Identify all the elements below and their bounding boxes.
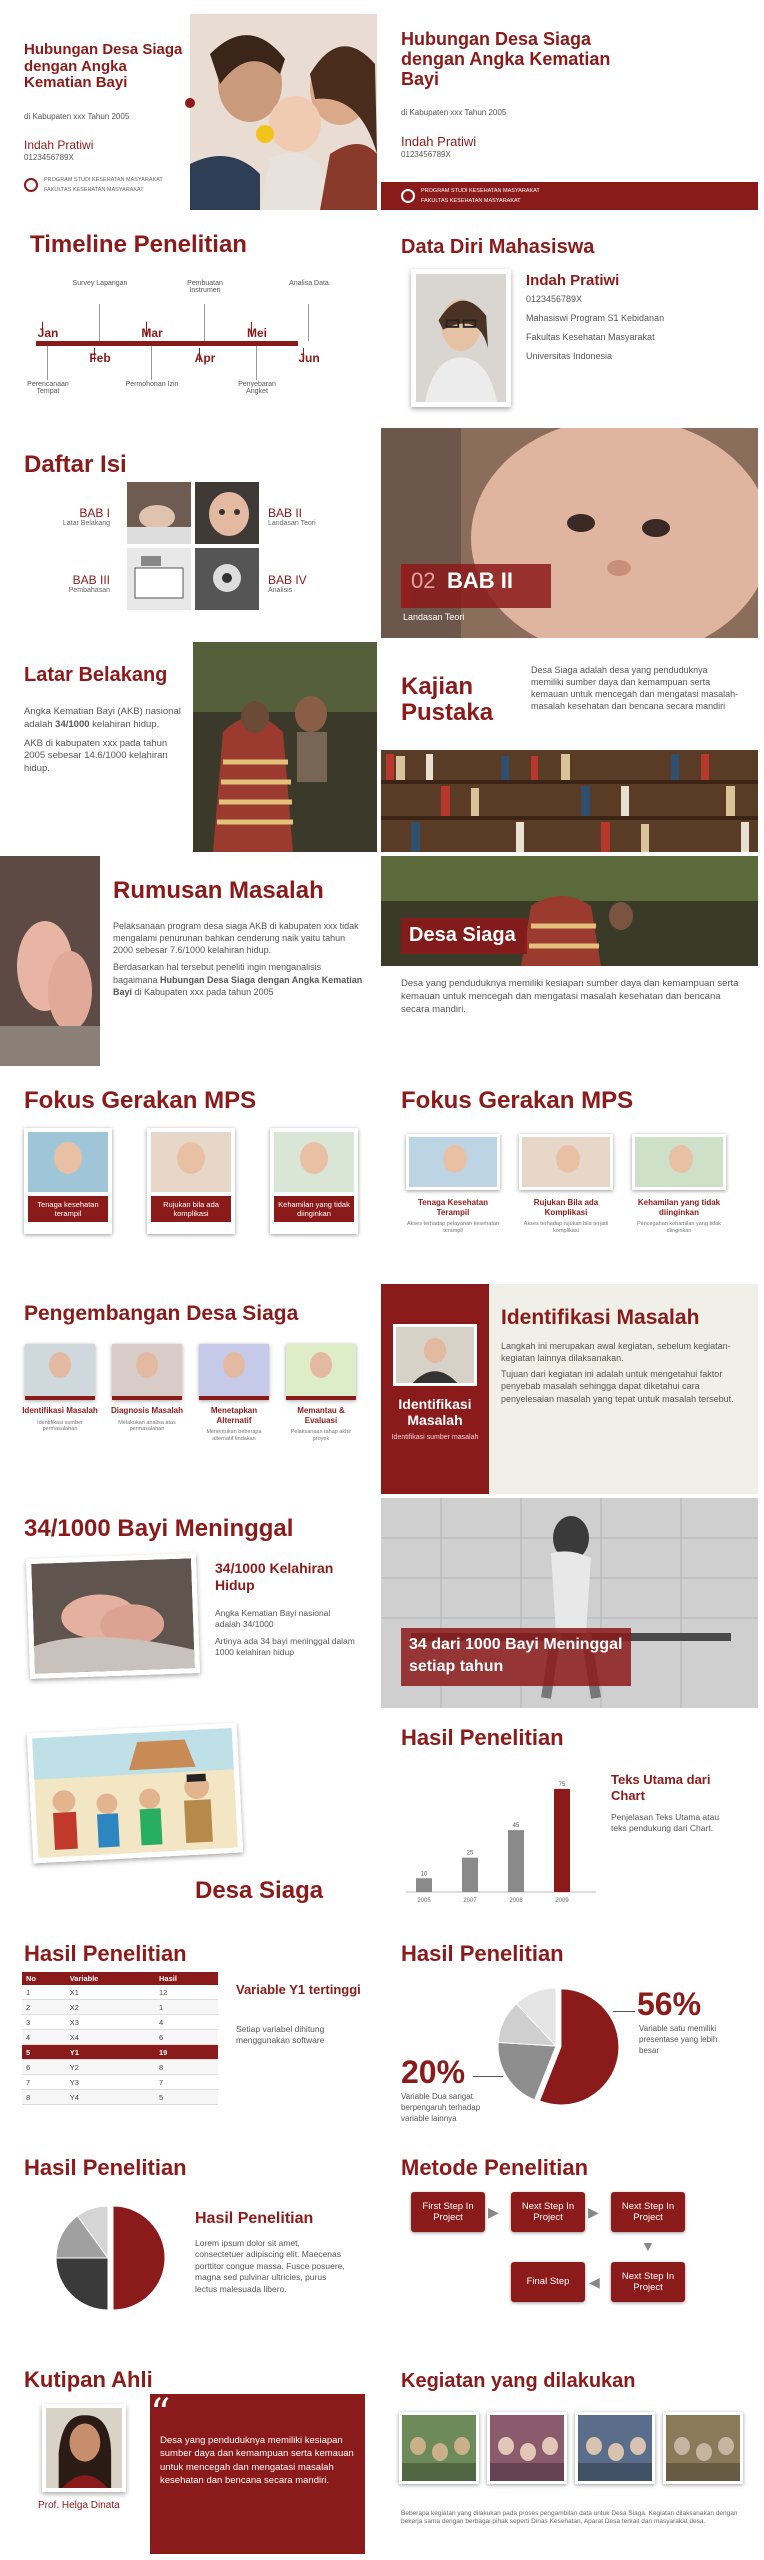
slide-title-2[interactable]	[381, 0, 758, 210]
results-table	[22, 1972, 218, 2105]
category-label: 2005	[417, 1898, 431, 1904]
bar-value-label: 25	[466, 1850, 474, 1857]
title: Identifikasi Masalah	[501, 1306, 700, 1329]
title: Pengembangan Desa Siaga	[24, 1302, 299, 1325]
arrow-icon: ▶	[588, 2204, 599, 2220]
step-label: First Step In Project	[422, 2200, 474, 2223]
faculty-name: FAKULTAS KESEHATAN MASYARAKAT	[44, 187, 144, 193]
milestone-below: Permohonan Izin	[125, 381, 179, 388]
toc-bab: BAB I	[79, 506, 110, 520]
development-card[interactable]	[22, 1344, 98, 1433]
slide-profile[interactable]	[381, 214, 758, 424]
slide-rumusan-masalah[interactable]	[0, 856, 377, 1066]
toc-sub: Landasan Teori	[268, 520, 316, 527]
student-name: Indah Pratiwi	[401, 134, 477, 149]
card-photo	[632, 1134, 726, 1190]
faculty-name: FAKULTAS KESEHATAN MASYARAKAT	[421, 198, 521, 204]
student-name: Indah Pratiwi	[24, 138, 94, 152]
slide-desa-siaga[interactable]	[381, 856, 758, 1066]
card-photo	[25, 1344, 95, 1400]
card-title: Menetapkan Alternatif	[210, 1406, 258, 1425]
card-label: Tenaga kesehatan terampil	[28, 1196, 108, 1222]
toc-photo-3	[127, 548, 191, 610]
person-shape	[556, 1145, 580, 1173]
card-label: Rujukan bila ada komplikasi	[151, 1196, 231, 1222]
title: Daftar Isi	[24, 451, 127, 478]
bar	[462, 1858, 478, 1892]
bab-title: BAB II	[447, 568, 513, 593]
subtitle: di Kabupaten xxx Tahun 2005	[24, 112, 130, 121]
mps-card[interactable]	[147, 1128, 235, 1234]
table-cell: Y1	[66, 2045, 155, 2060]
connector	[151, 346, 152, 380]
development-card[interactable]	[196, 1344, 272, 1442]
title: Hasil Penelitian	[24, 1941, 187, 1966]
table-header-cell: No	[22, 1972, 66, 1985]
profile-line: Universitas Indonesia	[526, 351, 613, 361]
mps-card[interactable]	[629, 1134, 729, 1234]
expert-name: Prof. Helga Dinata	[38, 2500, 120, 2511]
table-cell: 3	[22, 2015, 66, 2030]
toc-bab: BAB III	[72, 573, 110, 587]
activity-photo	[487, 2412, 567, 2484]
identification-photo	[393, 1324, 477, 1386]
person-shape	[136, 1352, 158, 1378]
activity-desc: Beberapa kegiatan yang dilakukan pada proses pengambilan data untuk Desa Siaga. Kegiatan dilaksanakan dengan bekerja sama dengan berbagai pihak seperti Dinas Kesehatan, Aparat Desa terkait dan masyarakat desa.	[401, 2510, 738, 2526]
activity-photo	[575, 2412, 655, 2484]
title: Hubungan Desa Siaga dengan Angka Kematian Bayi	[24, 41, 183, 91]
mps-card[interactable]	[270, 1128, 358, 1234]
accent-dot	[185, 98, 195, 108]
title: Rumusan Masalah	[113, 877, 324, 904]
title: Kegiatan yang dilakukan	[401, 2370, 636, 2392]
card-photo	[28, 1132, 108, 1192]
identification-text: Langkah ini merupakan awal kegiatan, sebelum kegiatan-kegiatan lainnya dilaksanakan. Tujuan dari kegiatan ini adalah untuk mengetahui faktor penyebab masalah sehingga dapat diketahui cara penyelesaian masalah yang tepat untuk masalah tersebut.	[501, 1341, 734, 1404]
mother-child-photo	[193, 642, 377, 852]
card-desc: Pelaksanaan tahap akhir proyek	[290, 1429, 352, 1442]
toc-bab: BAB II	[268, 506, 303, 520]
baby-feet-photo	[0, 856, 100, 1066]
title: Hasil Penelitian	[401, 1941, 564, 1966]
title: Hasil Penelitian	[24, 2155, 187, 2180]
literature-text: Desa Siaga adalah desa yang penduduknya memiliki sumber daya dan kemampuan serta kemauan untuk mencegah dan mengatasi masalah-masalah kesehatan dan bencana secara mandiri	[531, 665, 739, 712]
person-shape	[454, 2437, 470, 2455]
table-cell: 7	[22, 2075, 66, 2090]
table-cell: 6	[22, 2060, 66, 2075]
person-shape	[310, 1352, 332, 1378]
ground-shape	[402, 2463, 479, 2481]
milestone-above: Analisa Data	[289, 280, 329, 287]
family-photo	[190, 14, 377, 210]
profile-details	[526, 294, 664, 370]
bab-number: 02	[411, 568, 436, 593]
pointer-line-1	[613, 2011, 635, 2012]
step-label: Next Step In Project	[621, 2200, 675, 2223]
person-shape	[443, 1145, 467, 1173]
slide-hasil-pie-2[interactable]	[0, 2140, 377, 2350]
card-photo	[151, 1132, 231, 1192]
month-label: Jan	[37, 326, 59, 340]
toc-item[interactable]	[268, 506, 348, 527]
connector	[256, 346, 257, 380]
bab-subtitle: Landasan Teori	[403, 612, 465, 622]
stat-2-desc: Variable Dua sangat berpengaruh terhadap variable lainnya	[401, 2092, 481, 2123]
table-row	[22, 2030, 218, 2045]
subtitle: di Kabupaten xxx Tahun 2005	[401, 108, 507, 117]
ground-shape	[666, 2463, 743, 2481]
slide-hasil-bar[interactable]	[381, 1712, 758, 1922]
card-photo	[112, 1344, 182, 1400]
title: Latar Belakang	[24, 664, 168, 686]
table-cell: X4	[66, 2030, 155, 2045]
quote-text: Desa yang penduduknya memiliki kesiapan sumber daya dan kemampuan serta kemauan untuk mencegah dan mengatasi masalah kesehatan dan bencana secara mandiri.	[160, 2435, 354, 2486]
step-label: Next Step In Project	[621, 2270, 675, 2293]
box-title: Identifikasi Masalah	[398, 1396, 472, 1429]
pie-slice	[56, 2258, 108, 2310]
program-name: PROGRAM STUDI KESEHATAN MASYARAKAT	[44, 177, 163, 183]
profile-line: Mahasiswi Program S1 Kebidanan	[526, 313, 665, 323]
side-panel	[381, 1284, 489, 1494]
card-desc: Identifikasi sumber permasalahan	[37, 1419, 83, 1433]
category-label: 2007	[463, 1898, 477, 1904]
title: 34/1000 Bayi Meninggal	[24, 1515, 294, 1542]
milestone-above: Survey Lapangan	[72, 280, 128, 287]
connector	[99, 304, 100, 341]
toc-photo-2	[195, 482, 259, 544]
title: Timeline Penelitian	[30, 231, 247, 258]
card-desc: Akses terhadap pelayanan kesehatan terampil	[406, 1221, 500, 1234]
table-row	[22, 2015, 218, 2030]
person-shape	[630, 2437, 646, 2455]
table-row	[22, 2045, 218, 2060]
table-row	[22, 1985, 218, 2000]
chart-heading: Teks Utama dari Chart	[611, 1772, 711, 1803]
slide-metode[interactable]	[381, 2140, 758, 2350]
table-cell: Y4	[66, 2090, 155, 2105]
toc-sub: Pembahasan	[68, 587, 110, 594]
slide-bayi-meninggal[interactable]	[0, 1498, 377, 1708]
table-cell: 2	[22, 2000, 66, 2015]
student-nim: 0123456789X	[401, 150, 451, 159]
slide-toc[interactable]	[0, 428, 377, 638]
card-photo	[274, 1132, 354, 1192]
title: Metode Penelitian	[401, 2155, 589, 2180]
development-card[interactable]	[109, 1344, 185, 1433]
slide-timeline[interactable]	[0, 214, 377, 424]
toc-sub: Analisis	[268, 587, 293, 594]
title: Fokus Gerakan MPS	[401, 1087, 634, 1114]
card-title: Diagnosis Masalah	[110, 1406, 184, 1415]
slide-fokus-mps-2[interactable]	[381, 1070, 758, 1280]
profile-line: Fakultas Kesehatan Masyarakat	[526, 332, 655, 342]
month-label: Mei	[246, 326, 267, 340]
category-label: 2008	[509, 1898, 523, 1904]
person-shape	[586, 2437, 602, 2455]
village-illustration	[27, 1723, 244, 1864]
table-cell: 4	[22, 2030, 66, 2045]
footer-bar	[381, 182, 758, 210]
bar-chart	[396, 1762, 606, 1912]
table-heading: Variable Y1 tertinggi	[236, 1982, 361, 1997]
table-cell: 5	[155, 2090, 218, 2105]
slide-sad-woman[interactable]	[381, 1498, 758, 1708]
chart-desc: Penjelasan Teks Utama atau teks pendukung dari Chart.	[611, 1812, 720, 1834]
person-shape	[669, 1145, 693, 1173]
ground-shape	[490, 2463, 567, 2481]
pie-chart	[491, 1981, 621, 2111]
table-cell: 5	[22, 2045, 66, 2060]
milestone-below: Penyebaran Angket	[238, 381, 276, 395]
stat-1-value: 56%	[637, 1986, 702, 2022]
card-photo	[406, 1134, 500, 1190]
table-cell: X2	[66, 2000, 155, 2015]
person-shape	[54, 1142, 82, 1174]
table-cell: 1	[155, 2000, 218, 2015]
toc-photo-4	[195, 548, 259, 610]
title: Kajian Pustaka	[401, 673, 494, 727]
person-shape	[520, 2443, 536, 2461]
title: Desa Siaga	[195, 1877, 324, 1904]
card-photo	[519, 1134, 613, 1190]
table-header-cell: Hasil	[155, 1972, 218, 1985]
mps-card[interactable]	[516, 1134, 616, 1234]
person-shape	[300, 1142, 328, 1174]
bar-value-label: 45	[512, 1823, 520, 1830]
card-desc: Akses terhadap rujukan bila terjadi komplikasi	[523, 1221, 609, 1234]
bar-value-label: 10	[420, 1871, 428, 1878]
person-shape	[223, 1352, 245, 1378]
table-cell: 8	[22, 2090, 66, 2105]
bookshelf-photo	[381, 750, 758, 852]
table-row	[22, 2090, 218, 2105]
student-name: Indah Pratiwi	[526, 272, 620, 289]
stat-text-2: Artinya ada 34 bayi meninggal dalam 1000 kelahiran hidup	[215, 1636, 355, 1658]
background-text: Angka Kematian Bayi (AKB) nasional adalah 34/1000 kelahiran hidup. AKB di kabupaten xxx pada tahun 2005 sebesar 14.6/1000 kelahiran hidup.	[24, 706, 181, 775]
mps-card[interactable]	[24, 1128, 112, 1234]
step-box[interactable]	[611, 2262, 685, 2302]
bar	[416, 1878, 432, 1892]
ground-shape	[578, 2463, 655, 2481]
person-shape	[49, 1352, 71, 1378]
card-photo	[286, 1344, 356, 1400]
pie-slice	[113, 2206, 165, 2310]
mps-card[interactable]	[403, 1134, 503, 1234]
bar-value-label: 75	[558, 1781, 566, 1788]
person-shape	[696, 2443, 712, 2461]
quote-mark-icon: “	[150, 2391, 171, 2437]
title: Data Diri Mahasiswa	[401, 236, 595, 258]
card-desc: Melakukan analisa atas permasalahan	[118, 1419, 176, 1433]
program-name: PROGRAM STUDI KESEHATAN MASYARAKAT	[421, 188, 540, 194]
student-photo	[411, 269, 511, 407]
table-row	[22, 2060, 218, 2075]
problem-text: Pelaksanaan program desa siaga AKB di kabupaten xxx tidak mengalami penurunan bahkan cenderung naik yaitu tahun 2000 sebesar 7.6/1000 kelahiran hidup. Berdasarkan hal tersebut peneliti ingin menganalisis bagaimana Hubungan Desa Siaga dengan Angka Kematian Bayi di Kabupaten xxx pada tahun 2005	[113, 921, 363, 997]
connector	[47, 346, 48, 380]
card-title: Identifikasi Masalah	[22, 1406, 98, 1415]
step-label: Next Step In Project	[521, 2200, 575, 2223]
step-label: Final Step	[526, 2276, 570, 2288]
month-label: Apr	[194, 351, 216, 365]
slide-desa-siaga-illustration[interactable]	[0, 1712, 377, 1922]
step-box[interactable]	[511, 2262, 585, 2302]
card-title: Tenaga Kesehatan Terampil	[417, 1198, 489, 1217]
pie-chart	[50, 2200, 166, 2316]
toc-bab: BAB IV	[268, 573, 307, 587]
slide-pengembangan[interactable]	[0, 1284, 377, 1494]
table-cell: Y2	[66, 2060, 155, 2075]
stat-2-value: 20%	[401, 2054, 466, 2090]
slide-kegiatan[interactable]	[381, 2354, 758, 2560]
title: Fokus Gerakan MPS	[24, 1087, 257, 1114]
university-logo-icon	[24, 178, 38, 192]
person-shape	[674, 2437, 690, 2455]
table-cell: X1	[66, 1985, 155, 2000]
box-desc: Identifikasi sumber masalah	[391, 1434, 479, 1441]
title: Hubungan Desa Siaga dengan Angka Kematian Bayi	[401, 29, 611, 89]
slide-kajian-pustaka[interactable]	[381, 642, 758, 852]
toc-photo-1	[127, 482, 191, 544]
pointer-line-2	[473, 2076, 503, 2077]
step-box[interactable]	[511, 2192, 585, 2232]
table-cell: 1	[22, 1985, 66, 2000]
activity-photo	[399, 2412, 479, 2484]
table-cell: 7	[155, 2075, 218, 2090]
big-stat: 34/1000 Kelahiran Hidup	[215, 1560, 334, 1593]
slide-hasil-table[interactable]	[0, 1926, 377, 2136]
person-shape	[432, 2443, 448, 2461]
university-logo-icon	[401, 189, 415, 203]
person-shape	[177, 1142, 205, 1174]
stat-text-1: Angka Kematian Bayi nasional adalah 34/1000	[215, 1608, 331, 1630]
activity-photo	[663, 2412, 743, 2484]
slide-latar-belakang[interactable]	[0, 642, 377, 852]
card-title: Rujukan Bila ada Komplikasi	[533, 1198, 599, 1217]
slide-bab2[interactable]	[381, 428, 758, 638]
card-desc: Menentukan beberapa alternatif tindakan	[206, 1429, 262, 1442]
table-header-cell: Variable	[66, 1972, 155, 1985]
table-row	[22, 2000, 218, 2015]
title: Kutipan Ahli	[24, 2367, 153, 2392]
arrow-icon: ▼	[641, 2238, 655, 2254]
timeline-line	[36, 341, 298, 346]
table-header-row	[22, 1972, 218, 1985]
card-title: Kehamilan yang tidak diinginkan	[637, 1198, 721, 1217]
step-box[interactable]	[611, 2192, 685, 2232]
expert-photo	[42, 2404, 126, 2492]
card-label: Kehamilan yang tidak diinginkan	[274, 1196, 354, 1222]
slide-title-1[interactable]	[0, 0, 377, 210]
arrow-icon: ◀	[589, 2274, 600, 2290]
caption-text: 34 dari 1000 Bayi Meninggal setiap tahun	[409, 1636, 623, 1675]
table-cell: 4	[155, 2015, 218, 2030]
person-shape	[718, 2437, 734, 2455]
table-cell: 8	[155, 2060, 218, 2075]
connector	[204, 304, 205, 341]
person-shape	[498, 2437, 514, 2455]
title: Desa Siaga	[409, 924, 516, 946]
student-nim: 0123456789X	[24, 153, 74, 162]
month-label: Mar	[141, 326, 163, 340]
table-cell: X3	[66, 2015, 155, 2030]
toc-item[interactable]	[268, 573, 348, 594]
month-label: Feb	[89, 351, 111, 365]
milestone-below: Perencanaan Tempat	[27, 381, 69, 395]
slide-hasil-pie[interactable]	[381, 1926, 758, 2136]
toc-item[interactable]	[40, 506, 110, 527]
table-cell: Y3	[66, 2075, 155, 2090]
baby-feet-photo	[26, 1553, 200, 1679]
bar	[508, 1830, 524, 1892]
definition-text: Desa yang penduduknya memiliki kesiapan sumber daya dan kemampuan serta kemauan untuk mencegah dan mengatasi masalah kesehatan dan bencana secara mandiri.	[401, 978, 739, 1015]
card-desc: Pencegahan kehamilan yang tidak diinginkan	[636, 1221, 722, 1234]
slide-kutipan[interactable]	[0, 2354, 377, 2560]
stat-1-desc: Variable satu memiliki presentase yang lebih besar	[639, 2024, 718, 2055]
slide-identifikasi[interactable]	[381, 1284, 758, 1494]
title: Hasil Penelitian	[401, 1725, 564, 1750]
person-shape	[608, 2443, 624, 2461]
person-shape	[542, 2437, 558, 2455]
person-shape	[410, 2437, 426, 2455]
development-card[interactable]	[283, 1344, 359, 1442]
profile-line: 0123456789X	[526, 294, 583, 304]
table-cell: 12	[155, 1985, 218, 2000]
table-desc: Setiap variabel dihitung menggunakan software	[236, 2024, 325, 2046]
arrow-icon: ▶	[488, 2204, 499, 2220]
month-label: Jun	[298, 351, 320, 365]
table-row	[22, 2075, 218, 2090]
section-text: Lorem ipsum dolor sit amet, consectetuer adipiscing elit. Maecenas porttitor congue massa. Fusce posuere, magna sed pulvinar ultricies, purus lectus malesuada libero.	[195, 2238, 345, 2294]
section-heading: Hasil Penelitian	[195, 2210, 314, 2227]
milestone-above: Pembuatan Instrumen	[187, 280, 223, 294]
toc-item[interactable]	[40, 573, 110, 594]
card-photo	[199, 1344, 269, 1400]
step-box[interactable]	[411, 2192, 485, 2232]
bar	[554, 1789, 570, 1892]
category-label: 2009	[555, 1898, 569, 1904]
toc-sub: Latar Belakang	[62, 520, 110, 527]
slide-fokus-mps-1[interactable]	[0, 1070, 377, 1280]
card-title: Memantau & Evaluasi	[297, 1406, 345, 1425]
table-cell: 19	[155, 2045, 218, 2060]
table-cell: 6	[155, 2030, 218, 2045]
connector	[308, 304, 309, 341]
